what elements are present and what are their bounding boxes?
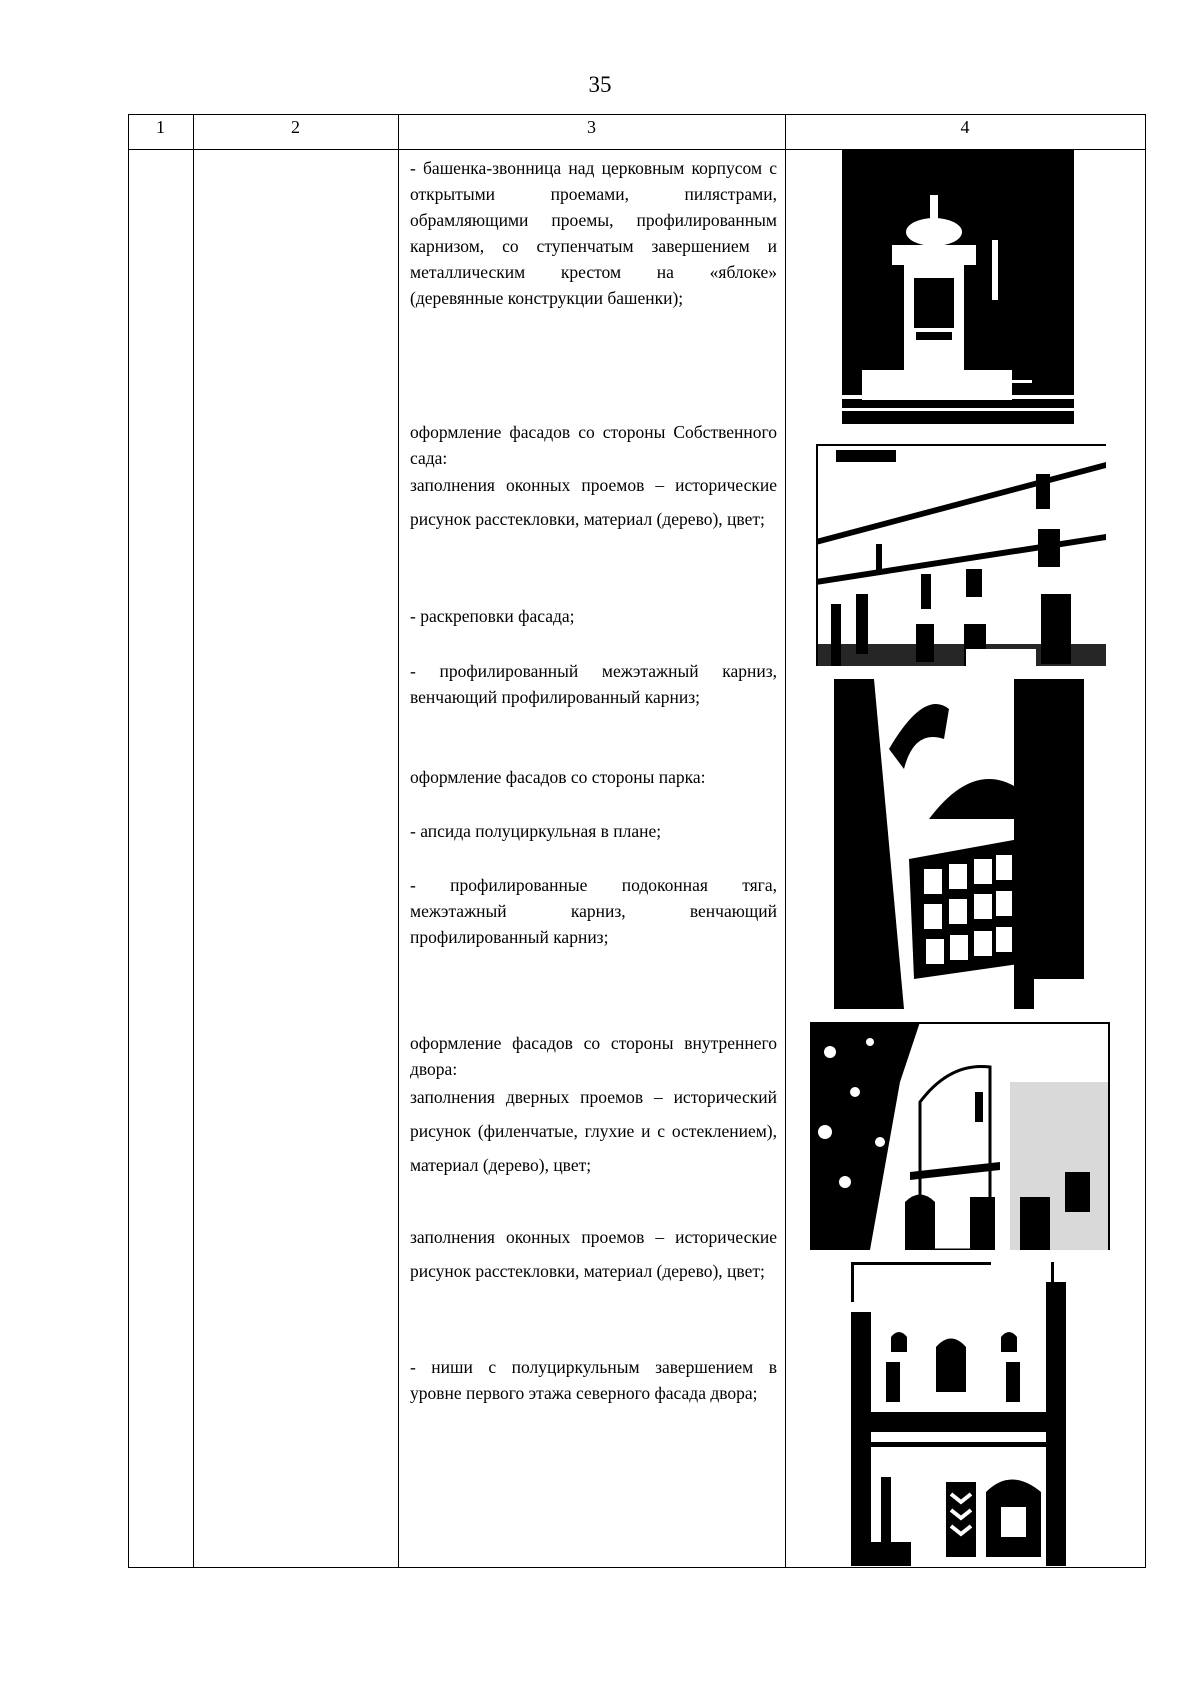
- table-top-border: [128, 114, 1146, 115]
- garden-facade-title: оформление фасадов со стороны Собственного сада:: [410, 422, 777, 468]
- yard-windows-text: заполнения оконных проемов – исторические рисунок расстекловки, материал (дерево), цвет;: [410, 1227, 777, 1281]
- yard-doors-text: заполнения дверных проемов – исторический рисунок (филенчатые, глухие и с остеклением), материал (дерево), цвет;: [410, 1087, 777, 1175]
- park-facade-photo: [834, 679, 1084, 1009]
- bell-tower-photo: [842, 150, 1074, 424]
- col-border-2: [193, 114, 194, 1568]
- yard-facade-title: оформление фасадов со стороны внутреннего двора:: [410, 1033, 777, 1079]
- page-number: 35: [588, 72, 612, 97]
- garden-windows-text: заполнения оконных проемов – исторические рисунок расстекловки, материал (дерево), цвет;: [410, 475, 777, 529]
- col-border-1: [128, 114, 129, 1568]
- park-cornices-text: - профилированные подоконная тяга, межэтажный карниз, венчающий профилированный карниз;: [410, 875, 777, 947]
- yard-niches-text: - ниши с полуциркульным завершением в уровне первого этажа северного фасада двора;: [410, 1357, 777, 1403]
- header-col-4: 4: [960, 117, 970, 137]
- garden-projections-text: - раскреповки фасада;: [410, 606, 575, 626]
- col-border-3: [398, 114, 399, 1568]
- park-facade-title: оформление фасадов со стороны парка:: [410, 767, 706, 787]
- garden-facade-photo: [816, 444, 1106, 666]
- header-col-1: 1: [156, 117, 165, 137]
- col-border-4: [785, 114, 786, 1568]
- header-col-2: 2: [291, 117, 300, 137]
- yard-niches-photo: [851, 1262, 1066, 1566]
- bell-tower-text: - башенка-звонница над церковным корпусом с открытыми проемами, пилястрами, обрамляющими проемы, профилированным карнизом, со ступенчатым завершением и металлическим крестом на «яблоке» (деревянные конструкции башенки);: [410, 158, 777, 308]
- table-bottom-border: [128, 1567, 1146, 1568]
- col-border-5: [1145, 114, 1146, 1568]
- yard-facade-photo: [810, 1022, 1110, 1250]
- header-col-3: 3: [587, 117, 596, 137]
- garden-cornices-text: - профилированный межэтажный карниз, венчающий профилированный карниз;: [410, 661, 777, 707]
- park-apse-text: - апсида полуциркульная в плане;: [410, 821, 662, 841]
